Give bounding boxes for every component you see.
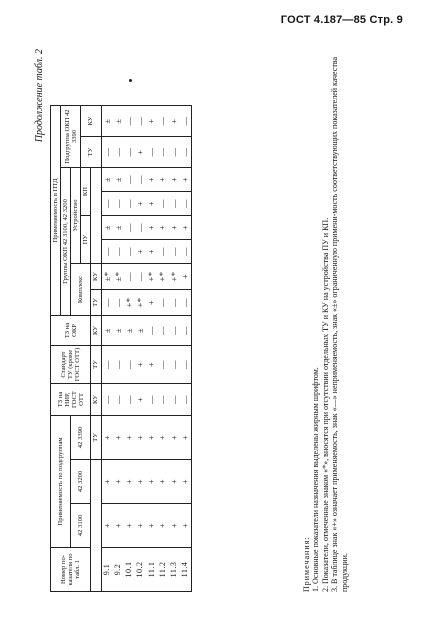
applicability-cell: +: [124, 504, 135, 548]
applicability-cell: —: [101, 384, 113, 416]
header-subgroup: Применяемость по подгруппам: [51, 416, 71, 548]
table-continuation-label: Продолжение табл. 2: [34, 49, 45, 143]
page-header: ГОСТ 4.187—85 Стр. 9: [280, 14, 403, 26]
applicability-cell: —: [169, 192, 180, 216]
row-index: 10.2: [135, 548, 146, 592]
applicability-cell: +: [146, 290, 157, 316]
applicability-cell: —: [169, 384, 180, 416]
applicability-cell: —: [113, 384, 124, 416]
applicability-cell: +: [169, 504, 180, 548]
header-index: Номер по-казателя по табл. 1: [51, 548, 91, 592]
applicability-cell: +: [180, 168, 192, 192]
header-tz-nir: ТЗ на НИР, ГОСТ ОТТ: [51, 384, 91, 416]
header-okp-tu: ТУ: [81, 137, 101, 168]
header-complex-tu: ТУ: [91, 416, 101, 460]
applicability-cell: —: [113, 290, 124, 316]
applicability-cell: +*: [146, 264, 157, 290]
applicability-cell: —: [180, 106, 192, 137]
header-sub-3390: 42 3390: [71, 416, 91, 460]
header-kp: КП: [81, 168, 91, 216]
applicability-cell: +: [135, 384, 146, 416]
applicability-cell: —: [113, 192, 124, 216]
applicability-cell: +: [169, 106, 180, 137]
applicability-cell: ±: [101, 316, 113, 346]
applicability-cell: ±*: [113, 264, 124, 290]
applicability-cell: +: [180, 264, 192, 290]
applicability-cell: +: [146, 346, 157, 384]
applicability-cell: +: [113, 416, 124, 460]
applicability-cell: —: [180, 137, 192, 168]
row-index: 11.2: [157, 548, 168, 592]
applicability-cell: +: [169, 216, 180, 240]
applicability-cell: —: [157, 106, 168, 137]
applicability-cell: —: [180, 192, 192, 216]
applicability-cell: —: [135, 168, 146, 192]
row-index: 9.1: [101, 548, 113, 592]
header-pu: ПУ: [81, 216, 91, 264]
applicability-cell: —: [135, 264, 146, 290]
applicability-cell: +: [157, 460, 168, 504]
applicability-cell: +: [146, 460, 157, 504]
rotated-content: [32, 43, 407, 598]
header-device: Устройство: [71, 168, 81, 264]
note-1: 1. Основные показатели назначения выделены жирным шрифтом.: [311, 367, 321, 592]
header-okp-groups: Группы ОКП 42 3100, 42 3200: [61, 168, 71, 316]
applicability-cell: ±: [113, 168, 124, 192]
applicability-cell: +: [135, 240, 146, 264]
applicability-cell: —: [180, 240, 192, 264]
applicability-cell: +: [124, 460, 135, 504]
applicability-cell: ±: [101, 168, 113, 192]
applicability-cell: —: [113, 346, 124, 384]
applicability-cell: —: [124, 192, 135, 216]
applicability-cell: ±: [124, 316, 135, 346]
applicability-cell: —: [124, 384, 135, 416]
applicability-cell: —: [169, 240, 180, 264]
applicability-cell: —: [101, 240, 113, 264]
applicability-cell: +*: [169, 264, 180, 290]
header-okp-ku: КУ: [81, 106, 101, 137]
applicability-cell: —: [180, 290, 192, 316]
header-standard: Стандарт ТУ (кроме ГОСТ ОТТ): [51, 346, 91, 384]
table-row: [135, 106, 146, 592]
applicability-cell: ±: [113, 106, 124, 137]
applicability-cell: —: [135, 106, 146, 137]
applicability-cell: —: [124, 216, 135, 240]
applicability-cell: —: [124, 240, 135, 264]
row-index: 11.4: [180, 548, 192, 592]
applicability-cell: —: [146, 137, 157, 168]
notes-title: Примечания:: [302, 536, 311, 592]
applicability-cell: +: [135, 192, 146, 216]
applicability-cell: +: [180, 216, 192, 240]
applicability-cell: —: [124, 346, 135, 384]
applicability-cell: —: [157, 192, 168, 216]
applicability-cell: —: [157, 384, 168, 416]
row-index: 11.3: [169, 548, 180, 592]
header-ptd: Применяемость в ПТД: [51, 106, 61, 316]
applicability-cell: ±: [101, 216, 113, 240]
applicability-cell: —: [101, 290, 113, 316]
table-row: [157, 106, 168, 592]
applicability-cell: +: [157, 416, 168, 460]
applicability-cell: +: [113, 504, 124, 548]
applicability-cell: —: [169, 290, 180, 316]
header-tz-okr: ТЗ на ОКР: [51, 316, 91, 346]
applicability-cell: +: [101, 460, 113, 504]
table-row: [169, 106, 180, 592]
header-complex: Комплекс: [71, 264, 91, 316]
table-row: [124, 106, 135, 592]
applicability-cell: +: [180, 504, 192, 548]
applicability-cell: +: [157, 504, 168, 548]
header-sub-3200: 42 3200: [71, 460, 91, 504]
applicability-cell: —: [180, 384, 192, 416]
applicability-cell: +: [101, 416, 113, 460]
applicability-cell: —: [180, 346, 192, 384]
applicability-cell: +: [146, 168, 157, 192]
applicability-cell: +: [146, 504, 157, 548]
applicability-cell: +: [180, 460, 192, 504]
note-3: 3. В таблице знак «+» означает применяемость, знак «—» неприменяемость, знак «±» ограниченную примени-мость соответствующих показателей качества продукции.: [330, 56, 349, 592]
applicability-cell: +: [124, 416, 135, 460]
header-kp-tu: ТУ: [91, 290, 101, 316]
applicability-cell: —: [157, 316, 168, 346]
applicability-cell: —: [157, 346, 168, 384]
applicability-cell: —: [180, 316, 192, 346]
row-index: 10.1: [124, 548, 135, 592]
applicability-cell: +: [146, 216, 157, 240]
applicability-cell: +: [146, 416, 157, 460]
table-body: [101, 106, 191, 592]
applicability-cell: ±*: [101, 264, 113, 290]
notes: [302, 47, 349, 592]
applicability-cell: +*: [124, 290, 135, 316]
header-kp-ku: КУ: [91, 264, 101, 290]
applicability-cell: +: [146, 192, 157, 216]
table-row: [101, 106, 113, 592]
applicability-cell: +: [157, 168, 168, 192]
applicability-cell: —: [101, 137, 113, 168]
table-row: [113, 106, 124, 592]
applicability-cell: +*: [157, 264, 168, 290]
applicability-cell: +*: [135, 290, 146, 316]
applicability-cell: +: [135, 460, 146, 504]
header-pu-ku: КУ: [91, 316, 101, 346]
applicability-cell: +: [180, 416, 192, 460]
row-index: 9.2: [113, 548, 124, 592]
applicability-cell: —: [101, 192, 113, 216]
applicability-cell: —: [135, 216, 146, 240]
applicability-cell: —: [146, 384, 157, 416]
applicability-cell: —: [169, 137, 180, 168]
applicability-cell: +: [135, 346, 146, 384]
applicability-cell: +: [146, 106, 157, 137]
applicability-cell: —: [124, 264, 135, 290]
applicability-cell: —: [169, 316, 180, 346]
header-subgroup-okp: Подгруппа ОКП 42 3390: [61, 106, 81, 168]
applicability-cell: —: [124, 106, 135, 137]
applicability-cell: —: [113, 240, 124, 264]
applicability-cell: +: [146, 240, 157, 264]
applicability-cell: —: [169, 346, 180, 384]
applicability-cell: ±: [135, 316, 146, 346]
table-row: [146, 106, 157, 592]
applicability-cell: ±: [113, 316, 124, 346]
header-sub-3100: 42 3100: [71, 504, 91, 548]
row-index: 11.1: [146, 548, 157, 592]
applicability-cell: —: [124, 137, 135, 168]
applicability-cell: —: [113, 137, 124, 168]
note-2: 2. Показатели, отмеченные знаком «*», вносятся при отсутствии отдельных ТУ и КУ на устройства ПУ и КП.: [320, 217, 330, 592]
table-row: [180, 106, 192, 592]
header-complex-ku: КУ: [91, 384, 101, 416]
applicability-cell: ±: [113, 216, 124, 240]
applicability-cell: —: [101, 346, 113, 384]
applicability-cell: +: [169, 460, 180, 504]
applicability-cell: +: [135, 137, 146, 168]
applicability-cell: —: [157, 290, 168, 316]
applicability-cell: +: [113, 460, 124, 504]
applicability-cell: —: [157, 137, 168, 168]
applicability-cell: —: [124, 168, 135, 192]
applicability-cell: +: [169, 168, 180, 192]
applicability-cell: +: [135, 416, 146, 460]
applicability-cell: +: [169, 416, 180, 460]
applicability-cell: —: [157, 240, 168, 264]
header-pu-tu: ТУ: [91, 346, 101, 384]
applicability-cell: +: [101, 504, 113, 548]
applicability-cell: ±: [101, 106, 113, 137]
applicability-cell: —: [146, 316, 157, 346]
applicability-table: [50, 105, 192, 592]
applicability-cell: +: [157, 216, 168, 240]
applicability-cell: +: [135, 504, 146, 548]
